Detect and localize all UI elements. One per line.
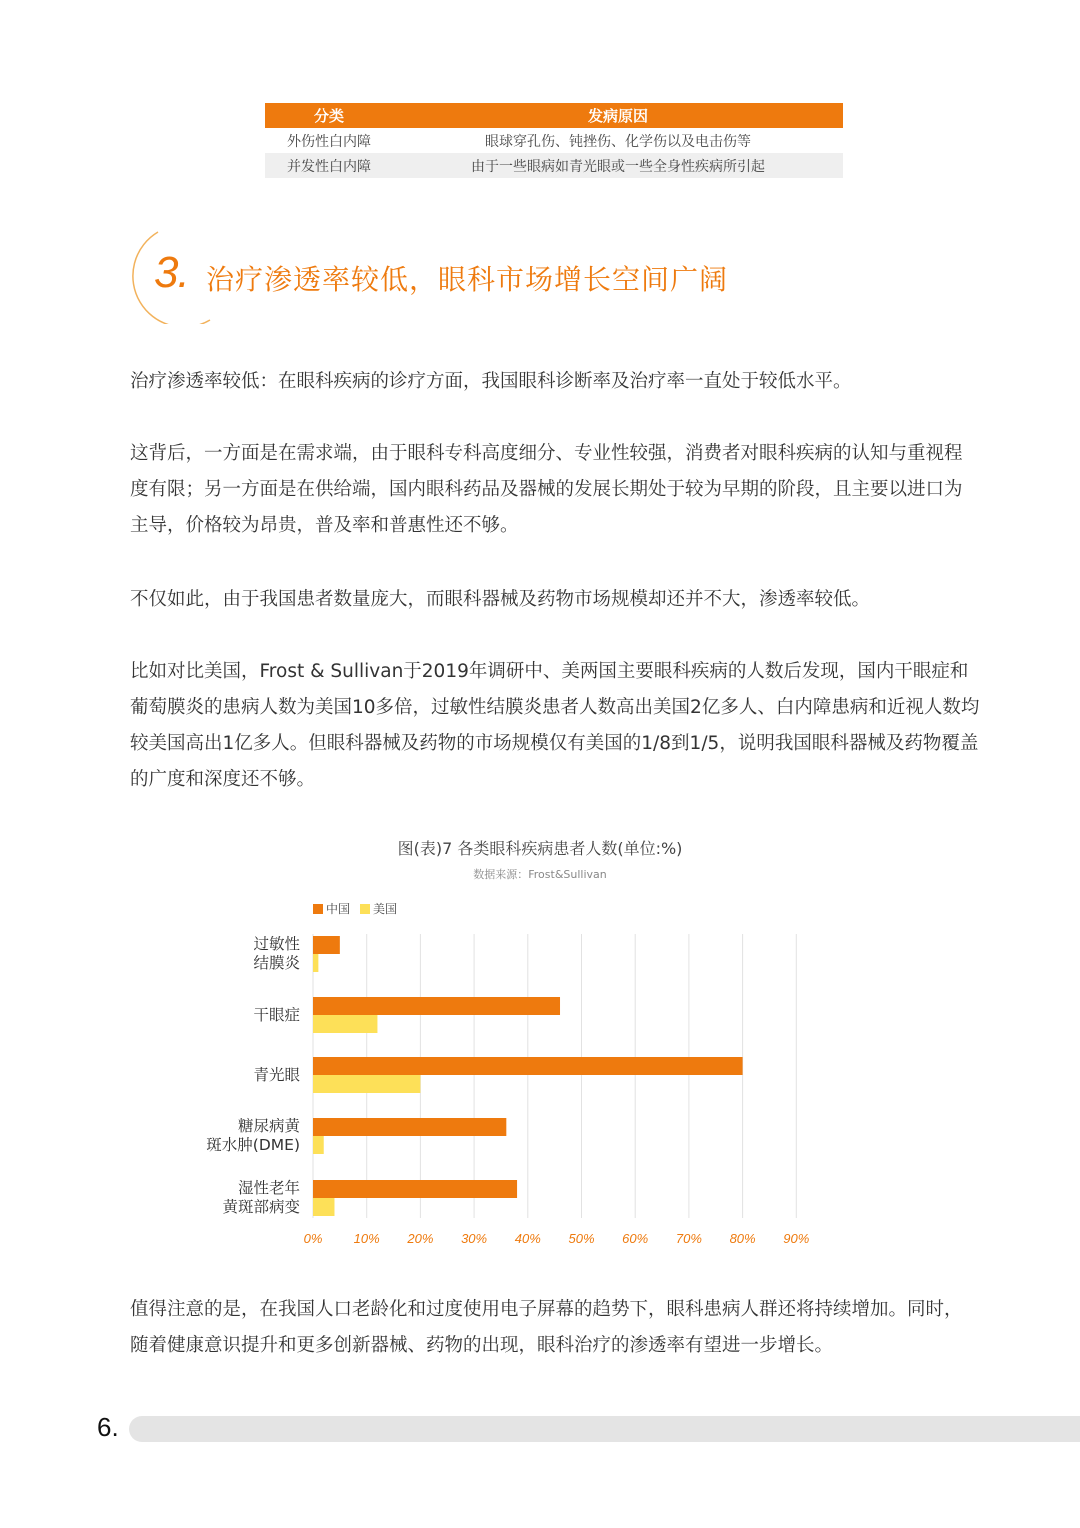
- bar-chart: [0, 920, 1080, 1260]
- legend-label-china: 中国: [326, 902, 351, 916]
- table-cell: 并发性白内障: [287, 158, 371, 175]
- category-label: 过敏性 结膜炎: [253, 935, 300, 972]
- paragraph-1: 治疗渗透率较低：在眼科疾病的诊疗方面，我国眼科诊断率及治疗率一直处于较低水平。: [130, 371, 852, 392]
- x-tick-label: 0%: [303, 1231, 323, 1246]
- bar-china: [313, 997, 560, 1015]
- x-tick-label: 50%: [568, 1231, 595, 1246]
- table-cell: 由于一些眼病如青光眼或一些全身性疾病所引起: [471, 158, 765, 175]
- paragraph-2: 这背后，一方面是在需求端，由于眼科专科高度细分、专业性较强，消费者对眼科疾病的认知与重视程度有限；另一方面是在供给端，国内眼科药品及器械的发展长期处于较为早期的阶段，且主要以进口为主导，价格较为昂贵，普及率和普惠性还不够。: [130, 443, 963, 536]
- legend-item-china: [313, 900, 350, 917]
- bar-china: [313, 1118, 506, 1136]
- x-tick-label: 10%: [353, 1231, 380, 1246]
- table-header-category: 分类: [313, 107, 344, 125]
- page-number: 6.: [97, 1412, 119, 1442]
- x-tick-label: 60%: [622, 1231, 649, 1246]
- bar-usa: [313, 1136, 324, 1154]
- table-row: [265, 128, 843, 153]
- legend-swatch-usa: [360, 904, 370, 914]
- bar-usa: [313, 1015, 377, 1033]
- x-tick-label: 40%: [514, 1231, 541, 1246]
- table-cell: 外伤性白内障: [287, 133, 371, 150]
- category-label: 青光眼: [253, 1065, 300, 1084]
- paragraph-5: 值得注意的是，在我国人口老龄化和过度使用电子屏幕的趋势下，眼科患病人群还将持续增加。同时，随着健康意识提升和更多创新器械、药物的出现，眼科治疗的渗透率有望进一步增长。: [130, 1299, 963, 1356]
- x-tick-label: 20%: [407, 1231, 434, 1246]
- bar-china: [313, 936, 340, 954]
- legend-item-usa: [360, 900, 397, 917]
- footer-bar: [129, 1416, 1080, 1442]
- bar-usa: [313, 1075, 420, 1093]
- category-label: 湿性老年 黄斑部病变: [222, 1179, 300, 1216]
- table-header-row: [265, 103, 843, 128]
- category-label: 糖尿病黄 斑水肿(DME): [206, 1117, 300, 1154]
- x-tick-label: 80%: [729, 1231, 756, 1246]
- bar-usa: [313, 1198, 334, 1216]
- bar-china: [313, 1057, 743, 1075]
- chart-title: 图(表)7 各类眼科疾病患者人数(单位:%): [397, 839, 683, 858]
- paragraph-4: 比如对比美国，Frost & Sullivan于2019年调研中、美两国主要眼科疾病的人数后发现，国内干眼症和葡萄膜炎的患病人数为美国10多倍，过敏性结膜炎患者人数高出美国2亿多人、白内障患病和近视人数均较美国高出1亿多人。但眼科器械及药物的市场规模仅有美国的1/8到1/5，说明我国眼科器械及药物覆盖的广度和深度还不够。: [130, 661, 980, 790]
- table-header-cause: 发病原因: [587, 107, 648, 125]
- legend-label-usa: 美国: [373, 902, 398, 916]
- disease-cause-table: [265, 103, 843, 178]
- legend-swatch-china: [313, 904, 323, 914]
- category-label: 干眼症: [253, 1005, 300, 1024]
- bar-usa: [313, 954, 318, 972]
- bar-china: [313, 1180, 517, 1198]
- x-tick-label: 70%: [675, 1231, 702, 1246]
- section-number: 3.: [154, 248, 189, 297]
- chart-source: 数据来源：Frost&Sullivan: [473, 868, 607, 881]
- table-row: [265, 153, 843, 178]
- chart-legend: [313, 900, 403, 917]
- x-tick-label: 90%: [783, 1231, 810, 1246]
- paragraph-3: 不仅如此，由于我国患者数量庞大，而眼科器械及药物市场规模却还并不大，渗透率较低。: [130, 589, 871, 610]
- x-tick-label: 30%: [461, 1231, 488, 1246]
- table-cell: 眼球穿孔伤、钝挫伤、化学伤以及电击伤等: [485, 133, 751, 150]
- section-title: 治疗渗透率较低，眼科市场增长空间广阔: [206, 263, 729, 296]
